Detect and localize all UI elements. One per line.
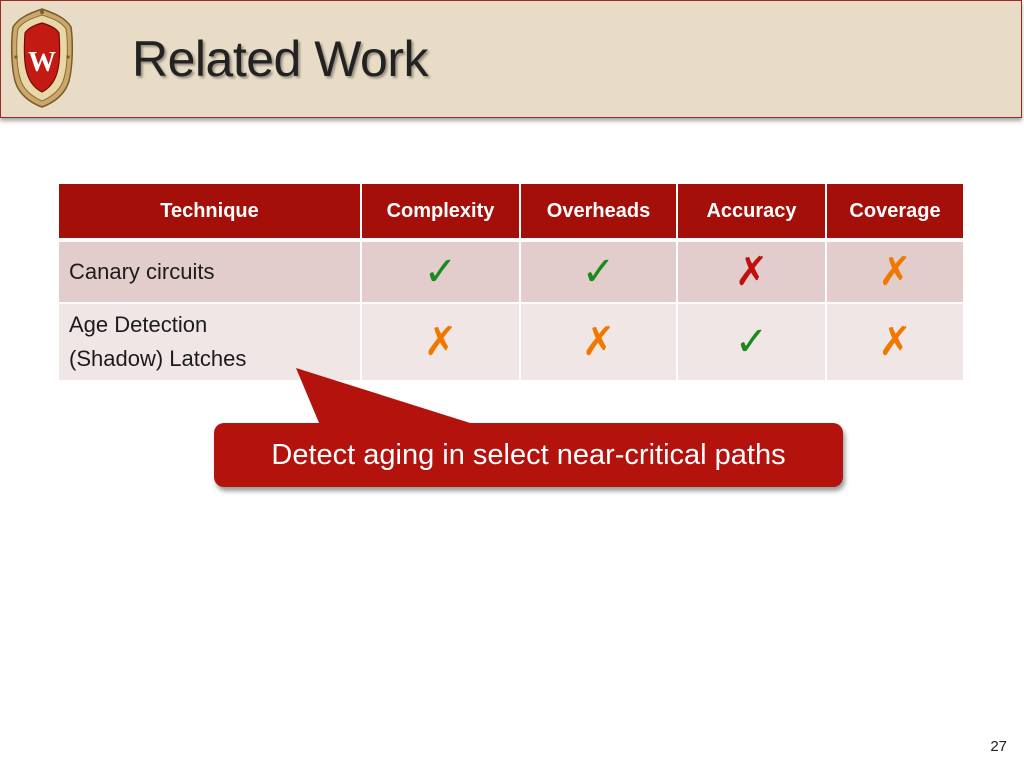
technique-cell bbox=[59, 303, 361, 380]
page-number: 27 bbox=[990, 738, 1007, 755]
table-header-row bbox=[59, 184, 963, 240]
title-banner bbox=[0, 0, 1022, 118]
complexity-cell bbox=[361, 303, 520, 380]
complexity-cell bbox=[361, 240, 520, 303]
overheads-cell bbox=[520, 240, 677, 303]
cross-icon: ✗ bbox=[878, 319, 912, 365]
check-icon: ✓ bbox=[734, 319, 769, 365]
header-complexity: Complexity bbox=[361, 184, 520, 240]
check-icon: ✓ bbox=[581, 249, 616, 295]
check-icon: ✓ bbox=[423, 249, 458, 295]
accuracy-cell bbox=[677, 240, 826, 303]
university-crest-icon bbox=[9, 7, 75, 109]
header-accuracy: Accuracy bbox=[677, 184, 826, 240]
cross-icon: ✗ bbox=[878, 249, 912, 295]
cross-icon: ✗ bbox=[581, 319, 616, 365]
technique-name: Canary circuits bbox=[69, 259, 215, 284]
crest-letter: W bbox=[28, 47, 56, 78]
accuracy-cell bbox=[677, 303, 826, 380]
technique-name-line-2: (Shadow) Latches bbox=[69, 346, 247, 371]
header-coverage: Coverage bbox=[826, 184, 963, 240]
cross-icon: ✗ bbox=[423, 319, 458, 365]
coverage-cell bbox=[826, 303, 963, 380]
header-technique: Technique bbox=[59, 184, 361, 240]
coverage-cell bbox=[826, 240, 963, 303]
related-work-table bbox=[59, 184, 963, 380]
technique-name-line-1: Age Detection bbox=[69, 312, 208, 337]
table-row bbox=[59, 240, 963, 303]
technique-cell bbox=[59, 240, 361, 303]
header-overheads: Overheads bbox=[520, 184, 677, 240]
cross-icon: ✗ bbox=[734, 249, 769, 295]
callout-note: Detect aging in select near-critical paths bbox=[214, 423, 843, 487]
overheads-cell bbox=[520, 303, 677, 380]
slide-title: Related Work bbox=[132, 31, 428, 87]
table-row bbox=[59, 303, 963, 380]
